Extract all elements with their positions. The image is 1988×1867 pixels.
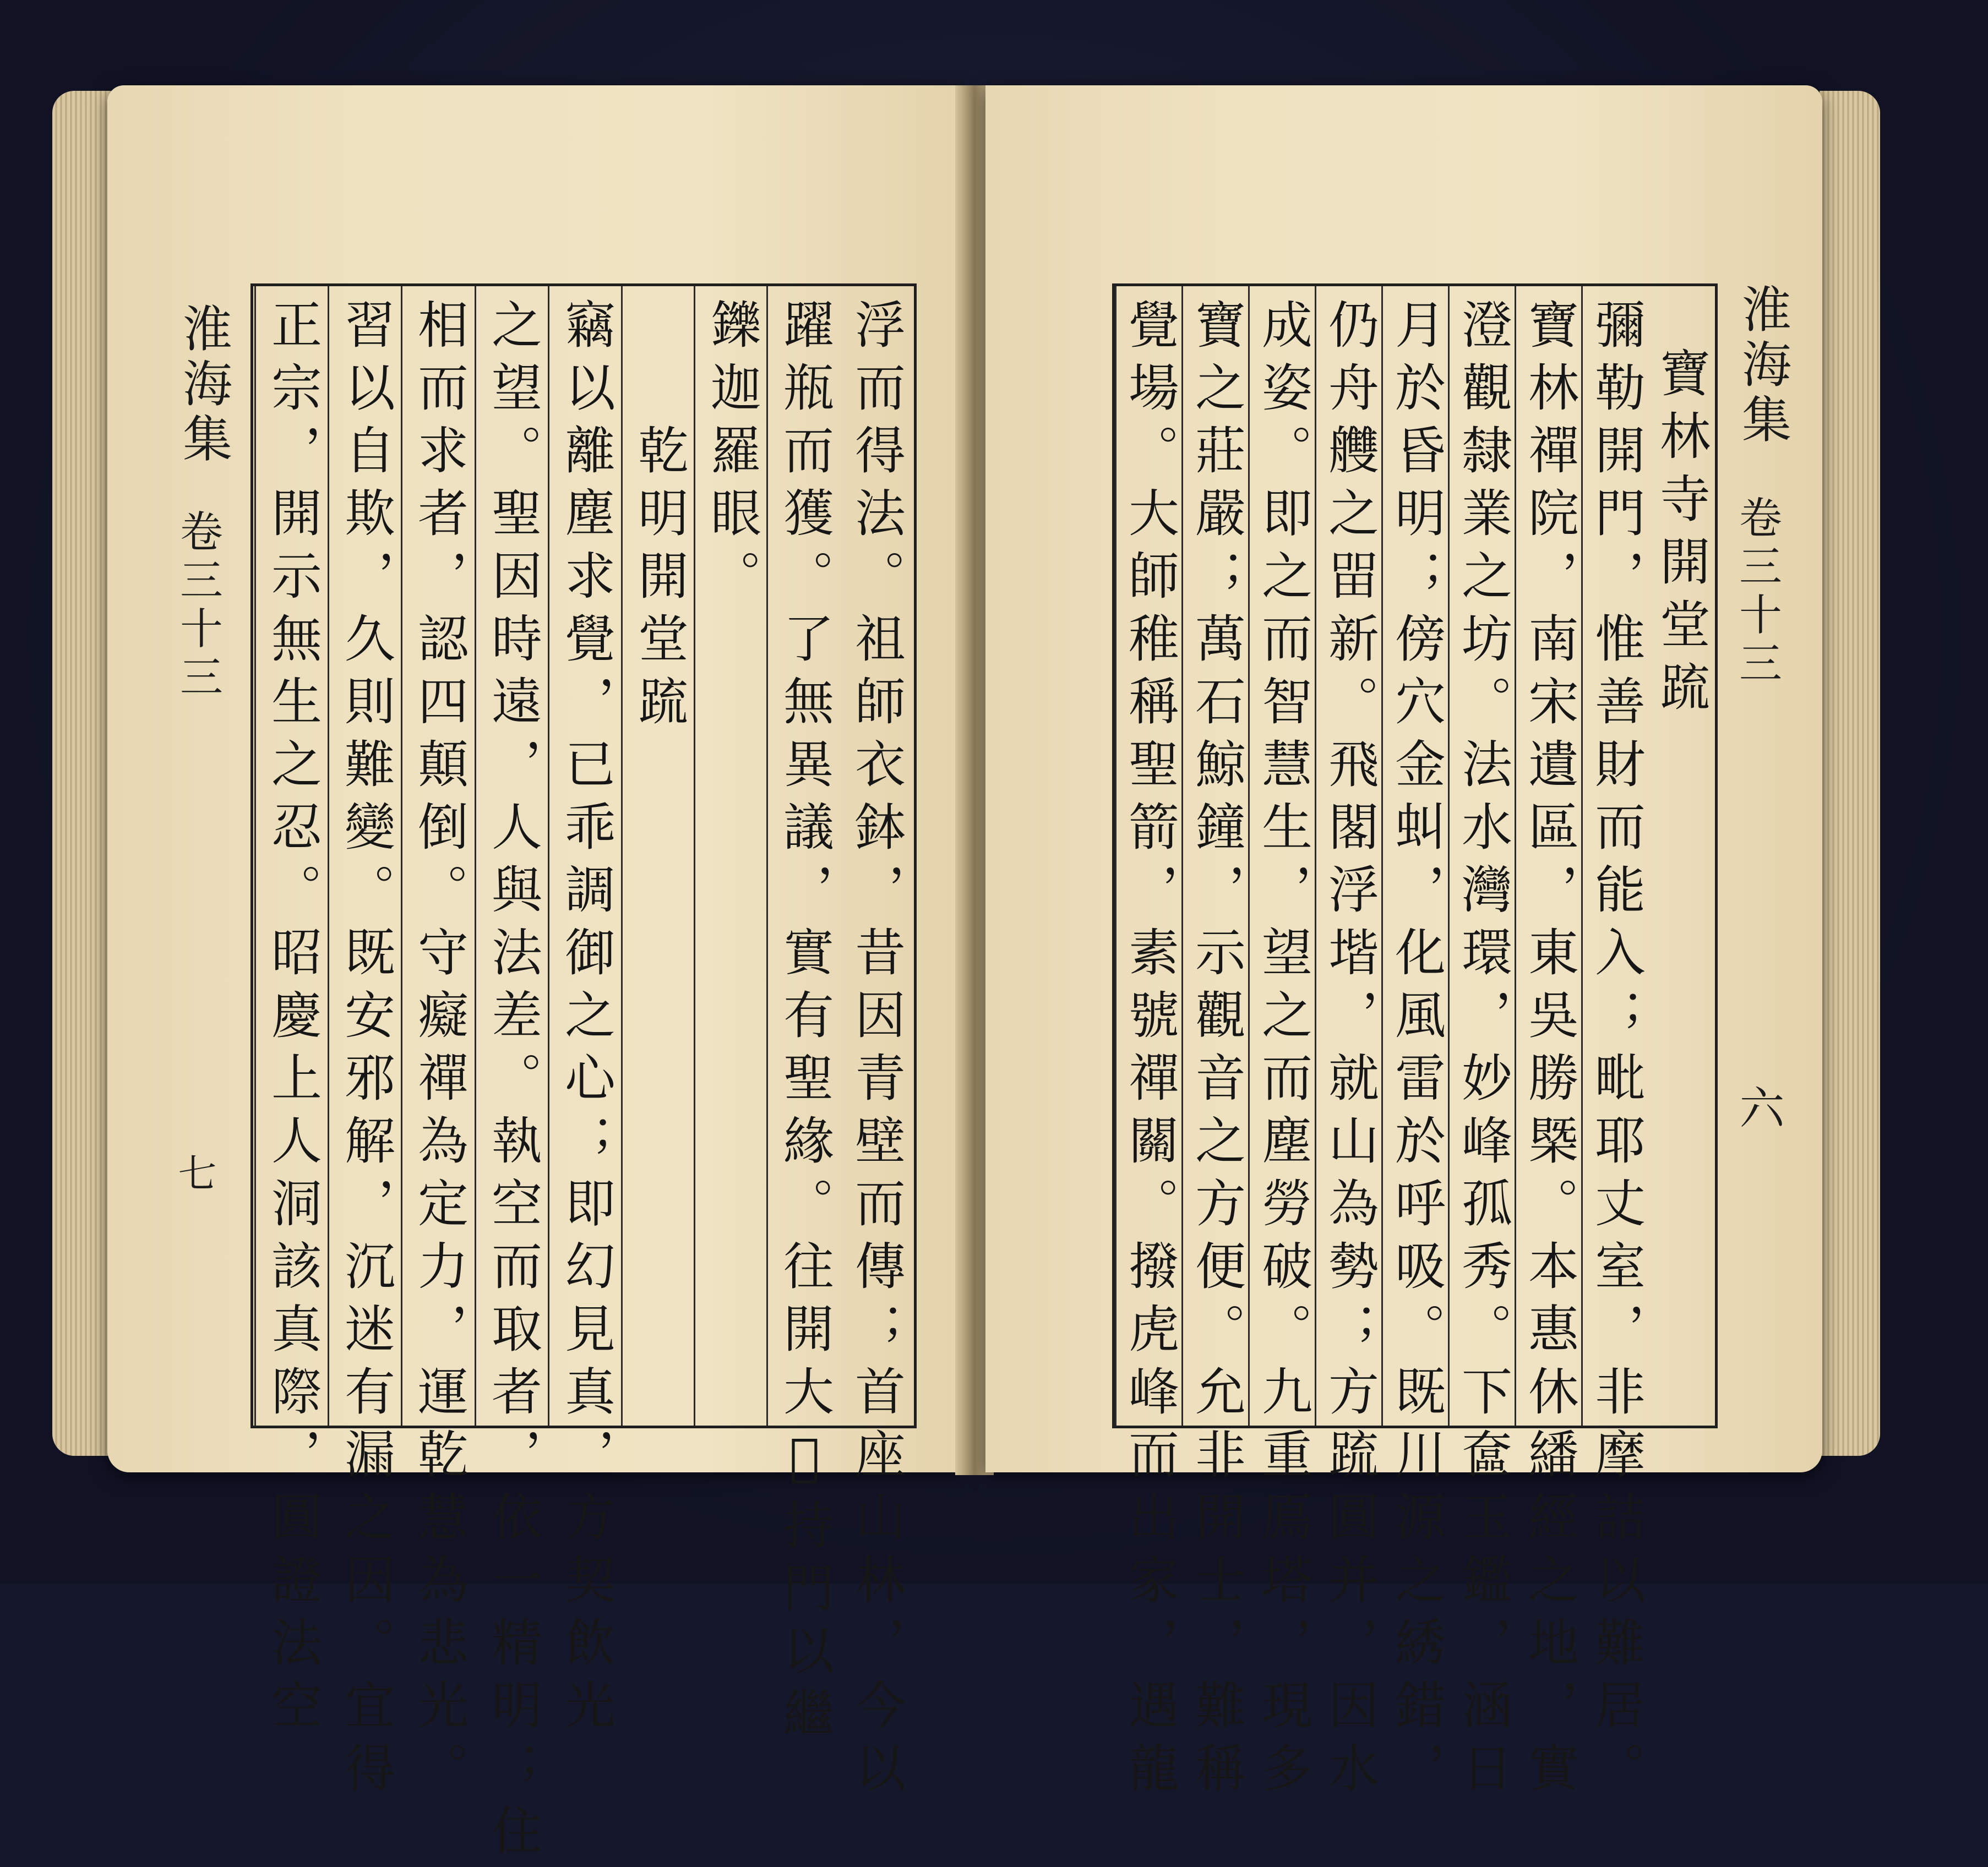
text-column: 覺場。大師稚稱聖箭，素號禪關。撥虎峰而出家，遇龍 bbox=[1120, 298, 1179, 1804]
column bbox=[548, 286, 616, 1742]
text-column: 寶林禪院，南宋遺區，東吳勝槩。本惠休繙經之地，實 bbox=[1520, 298, 1579, 1804]
text-column: 躍瓶而獲。了無異議，實有聖緣。往開大𢛸持門以繼 bbox=[775, 298, 834, 1750]
section-title: 寶林寺開堂䟽 bbox=[1652, 347, 1711, 723]
text-column: 鑠迦羅眼。 bbox=[702, 298, 761, 612]
right-text-frame bbox=[1112, 283, 1718, 1804]
column bbox=[1115, 286, 1179, 1804]
right-page bbox=[985, 85, 1822, 1804]
column bbox=[401, 286, 469, 1804]
right-margin-header: 淮海集 bbox=[1733, 283, 1791, 449]
text-column: 寶之莊嚴；萬石鯨鐘，示觀音之方便。允非開士，難稱 bbox=[1187, 298, 1246, 1804]
column bbox=[1381, 286, 1446, 1804]
text-column: 浮而得法。祖師衣鉢，昔因青壁而傳；首座山林，今以 bbox=[847, 298, 906, 1804]
right-margin-volume: 卷三十三 bbox=[1732, 495, 1782, 689]
column bbox=[694, 286, 761, 1426]
left-page bbox=[107, 85, 963, 1867]
text-column: 竊以離塵求覺，已乖調御之心；即幻見真，方契飲光 bbox=[557, 298, 616, 1742]
text-column: 澄觀隸業之坊。法水灣環，妙峰孤秀。下奩玉鑑，涵日 bbox=[1453, 298, 1512, 1804]
open-book bbox=[107, 85, 1875, 1867]
left-margin-folio: 七 bbox=[172, 1153, 217, 1197]
section-title: 乾明開堂䟽 bbox=[630, 424, 689, 738]
text-column: 月於昏明；傍穴金虯，化風雷於呼吸。既川源之綉錯， bbox=[1387, 298, 1446, 1804]
left-margin-header: 淮海集 bbox=[174, 303, 232, 468]
right-margin-folio: 六 bbox=[1732, 1084, 1784, 1135]
column bbox=[1581, 286, 1646, 1804]
left-text-frame bbox=[250, 283, 917, 1867]
column bbox=[1315, 286, 1379, 1804]
text-column: 彌勒開門，惟善財而能入；毗耶丈室，非摩詰以難居。 bbox=[1587, 298, 1646, 1804]
left-page-edges bbox=[52, 91, 113, 1456]
column bbox=[328, 286, 395, 1804]
text-column: 正宗，開示無生之忍。昭慶上人洞該真際，圓證法空 bbox=[263, 298, 322, 1742]
text-column: 仍舟艭之㽞新。飛閣浮堦，就山為勢；方䟽圓并，因水 bbox=[1320, 298, 1379, 1804]
column bbox=[621, 286, 689, 1426]
column bbox=[1448, 286, 1512, 1804]
column bbox=[766, 286, 834, 1750]
text-column: 習以自欺，久則難變。既安邪解，沉迷有漏之因。宜得 bbox=[336, 298, 395, 1804]
right-page-edges bbox=[1820, 91, 1880, 1456]
left-margin-volume: 卷三十三 bbox=[173, 509, 222, 703]
column bbox=[1515, 286, 1579, 1804]
text-column: 相而求者，認四顛倒。守癡禪為定力，運乾慧為悲光。 bbox=[410, 298, 469, 1804]
column bbox=[254, 286, 322, 1742]
column bbox=[1181, 286, 1246, 1804]
column bbox=[475, 286, 542, 1867]
text-column: 成姿。即之而智慧生，望之而塵勞破。九重鳫塔，現多 bbox=[1254, 298, 1312, 1804]
text-column: 之望。聖因時遠，人與法差。執空而取者，依一精明；住 bbox=[483, 298, 542, 1867]
column bbox=[1248, 286, 1312, 1804]
